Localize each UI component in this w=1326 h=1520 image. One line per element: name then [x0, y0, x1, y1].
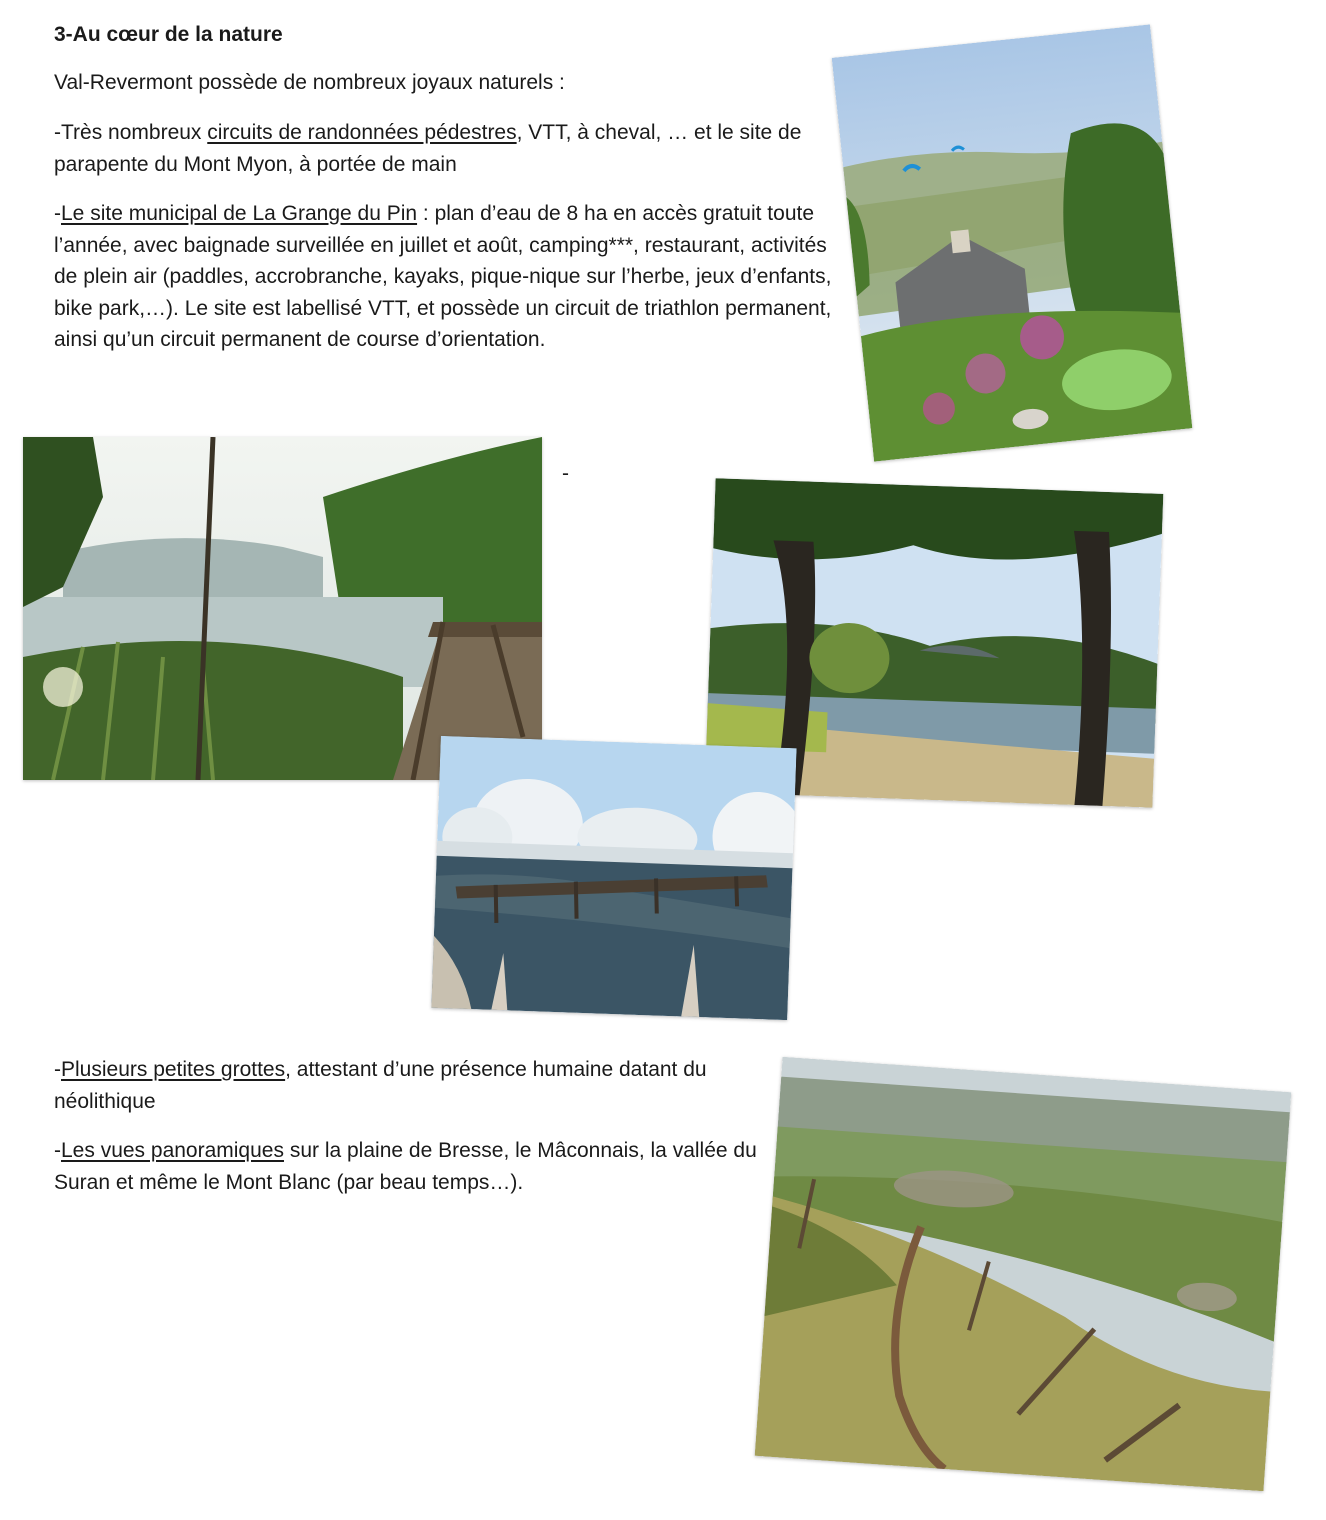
grange-prefix: - — [54, 202, 61, 225]
panorama-link-text: Les vues panoramiques — [61, 1139, 284, 1162]
intro-paragraph: Val-Revermont possède de nombreux joyaux naturels : — [54, 71, 565, 94]
paragliding-mont-myon-photo — [832, 24, 1193, 461]
grange-rest: : plan d’eau de 8 ha en accès gratuit toute l’année, avec baignade surveillée en juillet et août, camping***, restaurant, activités de plein air (paddles, accrobranche, kayaks, pique-nique sur l’herbe, jeux d’enfants, bike park,…). Le site est labellisé VTT, et possède un circuit de triathlon permanent, ainsi qu’un circuit permanent de course d’orientation. — [54, 202, 832, 351]
caves-paragraph — [54, 1054, 754, 1117]
caves-prefix: - — [54, 1058, 61, 1081]
caves-link-text: Plusieurs petites grottes — [61, 1058, 286, 1081]
grange-du-pin-link-text: Le site municipal de La Grange du Pin — [61, 202, 418, 225]
hiking-prefix: -Très nombreux — [54, 121, 208, 144]
lake-pontoon-photo — [23, 437, 542, 780]
panoramic-view-photo — [755, 1057, 1292, 1492]
grange-du-pin-paragraph — [54, 198, 832, 356]
panorama-paragraph — [54, 1135, 759, 1198]
hiking-paragraph — [54, 117, 814, 180]
lone-dash: - — [562, 462, 569, 485]
caves-rest: , attestant d’une présence humaine datant du néolithique — [54, 1058, 707, 1113]
section-heading: 3-Au cœur de la nature — [54, 23, 283, 46]
panorama-prefix: - — [54, 1139, 61, 1162]
hiking-circuits-link-text: circuits de randonnées pédestres — [207, 121, 517, 144]
hiking-rest: , VTT, à cheval, … et le site de parapente du Mont Myon, à portée de main — [54, 121, 802, 176]
panorama-rest: sur la plaine de Bresse, le Mâconnais, la vallée du Suran et même le Mont Blanc (par beau temps…). — [54, 1139, 757, 1194]
winter-frozen-lake-photo — [431, 736, 796, 1020]
